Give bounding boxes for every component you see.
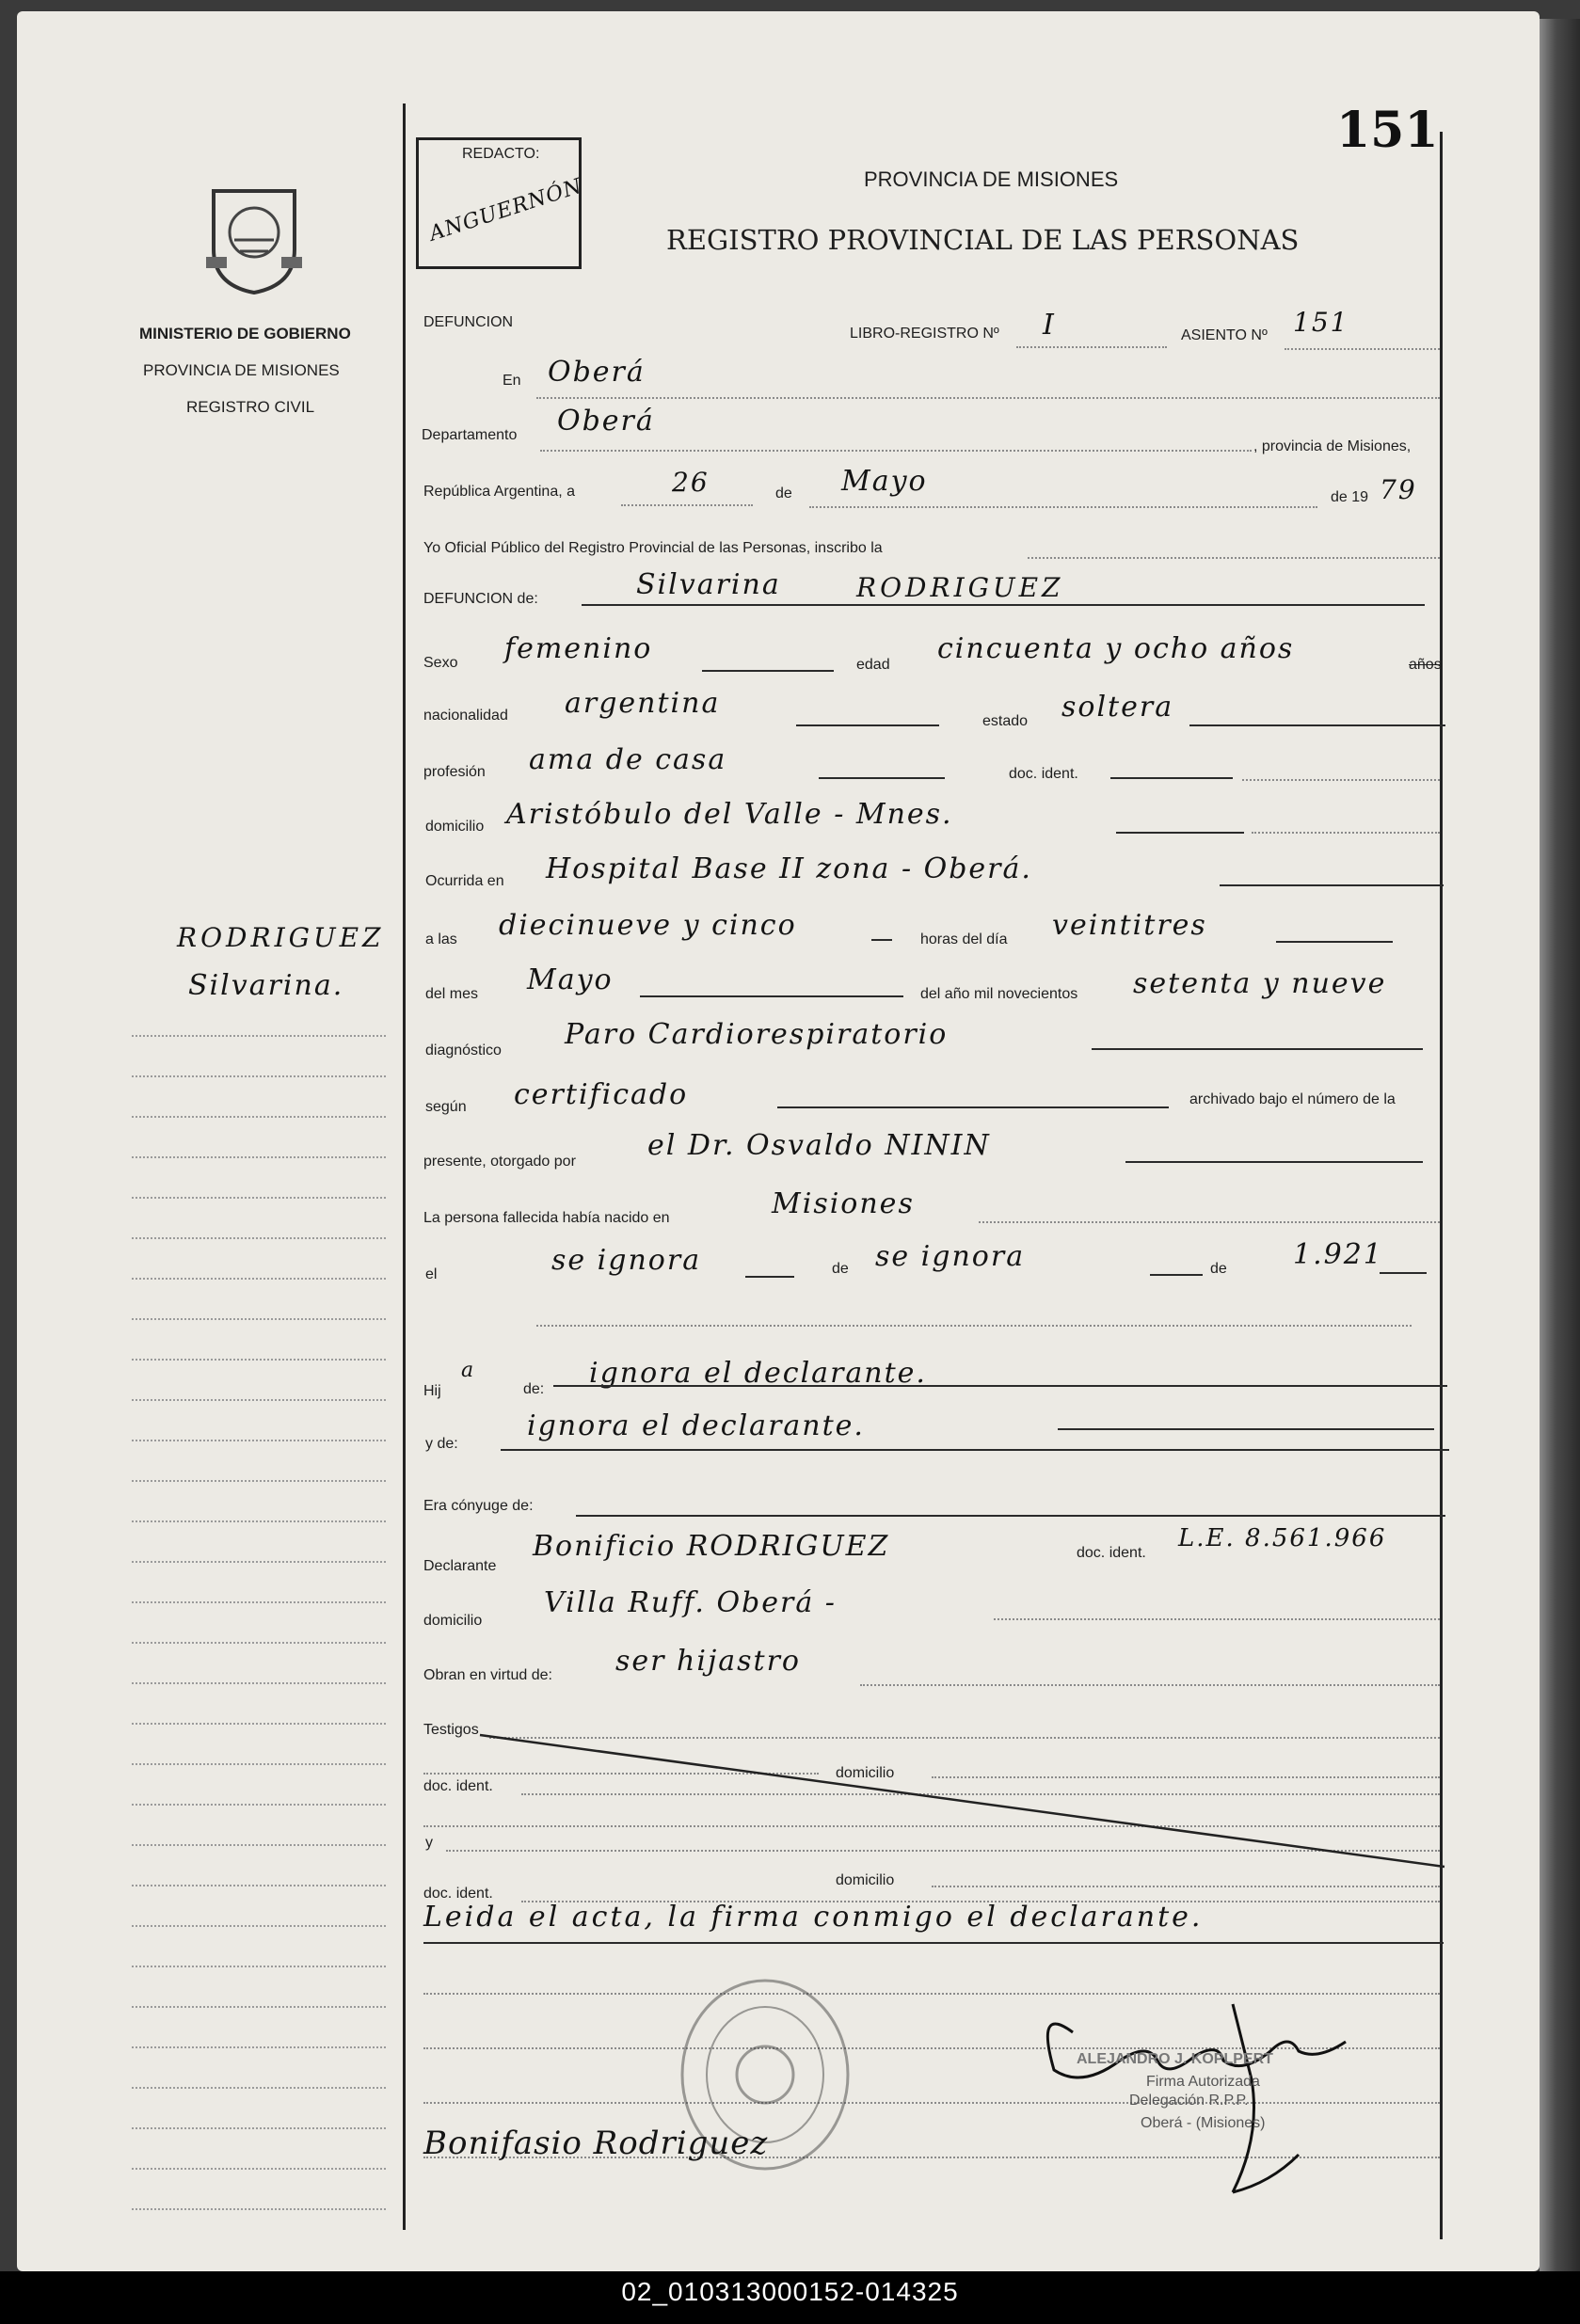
underline-stroke [819,777,945,779]
testigo-y-label: y [425,1835,433,1851]
libro-label: LIBRO-REGISTRO Nº [850,326,999,342]
domicilio-value: Aristóbulo del Valle - Mnes. [506,798,953,831]
book-edge [1540,19,1580,2272]
presente-label: presente, otorgado por [423,1154,576,1170]
dotted-line [809,506,1317,508]
obran-value: ser hijastro [615,1645,801,1678]
sexo-value: femenino [504,632,653,665]
ministry-line1: MINISTERIO DE GOBIERNO [139,325,351,342]
departamento-value: Oberá [557,405,655,438]
left-rule [403,103,406,2230]
del-mes-label: del mes [425,986,479,1002]
margin-dotted-line [132,2168,386,2170]
testigo-doc-label: doc. ident. [423,1778,493,1794]
underline-stroke [640,995,903,997]
margin-dotted-line [132,1804,386,1806]
dotted-line [540,450,1252,452]
profesion-label: profesión [423,764,486,780]
margin-dotted-line [132,1075,386,1077]
margin-dotted-line [132,2087,386,2089]
dotted-line [994,1618,1440,1620]
margin-dotted-line [132,1278,386,1280]
hij-suffix-value: a [461,1359,476,1382]
segun-value: certificado [514,1078,689,1111]
stamp-name: ALEJANDRO J. KOPLPERT [1077,2051,1273,2067]
underline-stroke [576,1515,1445,1517]
nacido-en-label: La persona fallecida había nacido en [423,1210,670,1226]
y-de-label: y de: [425,1436,458,1452]
horas-label: horas del día [920,931,1008,947]
province-heading: PROVINCIA DE MISIONES [864,167,1119,191]
a-las-value: diecinueve y cinco [499,909,797,942]
declarante-domicilio-label: domicilio [423,1613,483,1629]
nacionalidad-label: nacionalidad [423,708,508,724]
defuncion-de-label: DEFUNCION de: [423,591,538,607]
cancellation-stroke [471,1727,1449,1878]
dotted-line [1028,557,1440,559]
margin-dotted-line [132,1156,386,1158]
el-de2-label: de [1210,1261,1227,1277]
margin-dotted-line [132,1399,386,1401]
margin-dotted-line [132,2006,386,2008]
ocurrida-en-label: Ocurrida en [425,873,504,889]
underline-stroke [1125,1161,1423,1163]
madre-value: ignora el declarante. [527,1409,865,1442]
margin-dotted-line [132,2208,386,2210]
dotted-line [536,397,1440,399]
dotted-line [860,1684,1440,1686]
declarante-domicilio-value: Villa Ruff. Oberá - [544,1586,837,1619]
image-caption: 02_010313000152-014325 [621,2277,959,2306]
margin-dotted-line [132,1359,386,1361]
stamp-line3: Oberá - (Misiones) [1141,2115,1266,2131]
en-label: En [503,373,521,389]
underline-stroke [501,1449,1449,1451]
underline-stroke [582,604,1425,606]
margin-dotted-line [132,2127,386,2129]
archivado-label: archivado bajo el número de la [1189,1091,1396,1107]
margin-dotted-line [132,1318,386,1320]
page-number: 151 [1336,102,1439,159]
margin-dotted-line [132,1237,386,1239]
margin-dotted-line [132,2046,386,2048]
margin-dotted-line [132,1723,386,1725]
hij-de-label: de: [523,1381,545,1397]
underline-stroke [1189,724,1445,726]
stamp-line1: Firma Autorizada [1146,2074,1260,2090]
underline-stroke [1276,941,1393,943]
ocurrida-en-value: Hospital Base II zona - Oberá. [546,852,1032,885]
underline-stroke [1110,777,1233,779]
dotted-line [1242,779,1440,781]
edad-label: edad [856,657,890,673]
nacido-en-value: Misiones [772,1187,915,1220]
underline-stroke [1116,832,1244,834]
underline-stroke [745,1276,794,1278]
dotted-line [1285,348,1440,350]
del-ano-label: del año mil novecientos [920,986,1078,1002]
departamento-label: Departamento [422,427,518,443]
de-label: de [775,485,792,501]
testigos-label: Testigos [423,1722,479,1738]
de19-label: de 19 [1331,489,1369,505]
underline-stroke [1220,884,1444,886]
dotted-line [979,1221,1440,1223]
testigo-domicilio2-label: domicilio [836,1872,895,1888]
yo-oficial-label: Yo Oficial Público del Registro Provincial de las Personas, inscribo la [423,540,883,556]
declarant-signature: Bonifasio Rodriguez [423,2125,769,2162]
cierre-value: Leida el acta, la firma conmigo el declarante. [423,1901,1204,1934]
margin-dotted-line [132,1561,386,1563]
margin-dotted-line [132,1925,386,1927]
margin-dotted-line [132,1885,386,1886]
domicilio-label: domicilio [425,819,485,835]
en-value: Oberá [548,356,646,389]
margin-dotted-line [132,1844,386,1846]
redacto-name: ANGUERNÓN [426,174,586,247]
dotted-line [1252,832,1440,834]
declarante-doc-label: doc. ident. [1077,1545,1146,1561]
margin-dotted-line [132,1035,386,1037]
underline-stroke [777,1106,1169,1108]
declarante-value: Bonificio RODRIGUEZ [533,1530,890,1563]
right-rule [1440,132,1443,2239]
apellido-value: RODRIGUEZ [856,572,1064,603]
underline-stroke [871,939,892,941]
testigo-doc2-label: doc. ident. [423,1886,493,1902]
estado-label: estado [982,713,1029,729]
underline-stroke [796,724,939,726]
coat-of-arms-icon [202,183,306,296]
obran-label: Obran en virtud de: [423,1667,552,1683]
nacionalidad-value: argentina [565,687,721,720]
underline-stroke [1150,1274,1203,1276]
anio-value: 79 [1380,474,1417,505]
defuncion-label: DEFUNCION [423,314,514,330]
asiento-value: 151 [1293,307,1349,338]
redacto-label: REDACTO: [462,146,540,162]
segun-label: según [425,1099,467,1115]
margin-dotted-line [132,1763,386,1765]
republica-label: República Argentina, a [423,484,575,500]
dia-texto-value: veintitres [1052,909,1207,942]
margin-dotted-line [132,1440,386,1441]
anos-label: años [1409,657,1442,673]
sexo-label: Sexo [423,655,458,671]
redacto-box [416,137,586,269]
margin-dotted-line [132,1601,386,1603]
margin-surname: RODRIGUEZ [177,922,385,953]
nac-dia-value: se ignora [551,1244,702,1277]
anio-texto-value: setenta y nueve [1133,967,1387,1000]
declarante-doc-value: L.E. 8.561.966 [1178,1524,1387,1552]
margin-dotted-line [132,1197,386,1199]
mes-texto-value: Mayo [527,963,614,996]
ministry-line3: REGISTRO CIVIL [186,398,315,416]
registry-heading: REGISTRO PROVINCIAL DE LAS PERSONAS [666,224,1300,256]
margin-dotted-line [132,1520,386,1522]
medico-value: el Dr. Osvaldo NININ [647,1129,991,1162]
nac-mes-value: se ignora [875,1240,1026,1273]
provincia-label: , provincia de Misiones, [1253,438,1412,454]
underline-stroke [702,670,834,672]
underline-stroke [1092,1048,1423,1050]
conyuge-label: Era cónyuge de: [423,1498,534,1514]
dotted-line [536,1325,1412,1327]
margin-given-name: Silvarina. [188,969,344,1002]
asiento-label: ASIENTO Nº [1181,327,1268,343]
underline-stroke [1380,1272,1427,1274]
estado-value: soltera [1061,691,1174,724]
doc-ident-label: doc. ident. [1009,766,1078,782]
margin-dotted-line [132,1480,386,1482]
dotted-line [1016,346,1167,348]
dotted-line [932,1886,1440,1887]
margin-dotted-line [132,1966,386,1967]
margin-dotted-line [132,1642,386,1644]
underline-stroke [423,1942,1444,1944]
dia-value: 26 [672,467,710,498]
profesion-value: ama de casa [529,743,727,776]
testigo-domicilio-label: domicilio [836,1765,895,1781]
el-label: el [425,1266,438,1282]
nac-anio-value: 1.921 [1293,1238,1383,1271]
hij-label: Hij [423,1383,441,1399]
edad-value: cincuenta y ocho años [937,632,1295,665]
libro-value: I [1043,309,1056,342]
stamp-line2: Delegación R.P.P. [1129,2093,1249,2109]
diagnostico-value: Paro Cardiorespiratorio [565,1018,949,1051]
el-de-label: de [832,1261,849,1277]
underline-stroke [1058,1428,1434,1430]
a-las-label: a las [425,931,457,947]
margin-dotted-line [132,1682,386,1684]
dotted-line [621,504,753,506]
mes-value: Mayo [841,465,928,498]
underline-stroke [553,1385,1447,1387]
padre-value: ignora el declarante. [589,1357,927,1390]
declarante-label: Declarante [423,1558,497,1574]
margin-dotted-line [132,1116,386,1118]
nombre-value: Silvarina [636,568,781,601]
diagnostico-label: diagnóstico [425,1043,502,1059]
ministry-line2: PROVINCIA DE MISIONES [143,361,340,379]
